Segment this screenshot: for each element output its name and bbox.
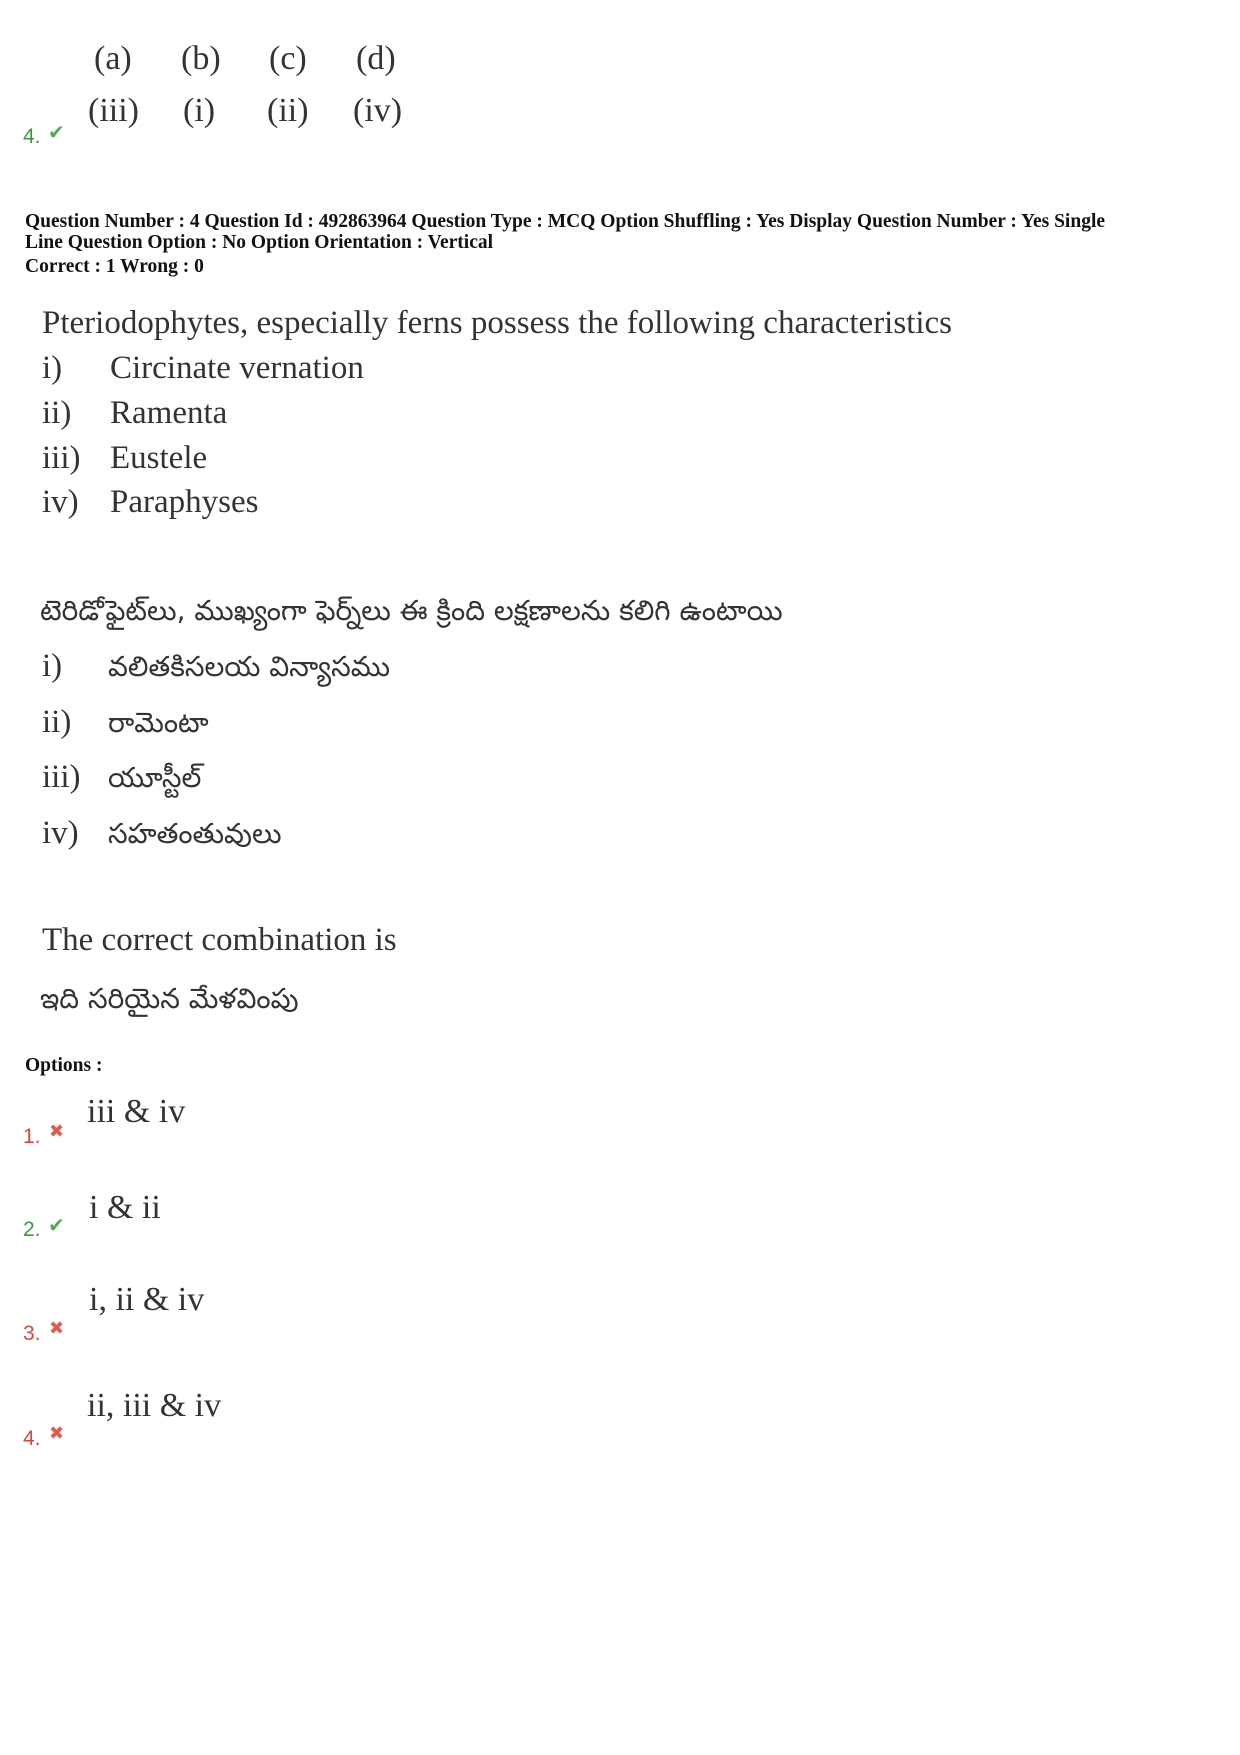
option-4-text: ii, iii & iv [87, 1387, 222, 1424]
question-meta-line2: Line Question Option : No Option Orientation : Vertical [25, 232, 494, 253]
item-en-num-4: iv) [42, 484, 79, 520]
option-2-number: 2. [23, 1218, 41, 1241]
item-te-num-4: iv) [42, 815, 79, 851]
cross-icon: ✖ [49, 1121, 65, 1142]
cross-icon: ✖ [49, 1423, 65, 1444]
option-1-text: iii & iv [87, 1093, 186, 1130]
item-te-text-1: వలితకిసలయ విన్యాసము [108, 650, 391, 683]
question-prompt-te: ఇది సరియైన మేళవింపు [40, 982, 299, 1015]
item-en-num-3: iii) [42, 440, 81, 476]
option-4-number: 4. [23, 1427, 41, 1450]
match-value-b: (i) [183, 92, 216, 129]
option-1-number: 1. [23, 1125, 41, 1148]
item-te-num-1: i) [42, 648, 63, 684]
question-meta [25, 211, 1105, 253]
question-title-en: Pteriodophytes, especially ferns possess the following characteristics [42, 305, 953, 341]
option-2-text: i & ii [89, 1189, 161, 1226]
option-3-text: i, ii & iv [89, 1281, 205, 1318]
question-meta-line1: Question Number : 4 Question Id : 492863964 Question Type : MCQ Option Shuffling : Yes Display Question Number : Yes Single [25, 211, 1106, 232]
item-en-num-2: ii) [42, 395, 72, 431]
match-value-d: (iv) [353, 92, 403, 129]
match-header-b: (b) [181, 40, 221, 77]
option-3-number: 3. [23, 1322, 41, 1345]
marks-info: Correct : 1 Wrong : 0 [25, 256, 204, 277]
item-te-text-2: రామెంటా [108, 706, 209, 739]
item-te-text-3: యూస్టీల్ [108, 761, 202, 794]
check-icon: ✔ [48, 120, 65, 144]
item-en-text-1: Circinate vernation [110, 350, 364, 386]
item-te-num-3: iii) [42, 759, 81, 795]
match-value-c: (ii) [267, 92, 309, 129]
options-label: Options : [25, 1055, 103, 1076]
prev-option-number: 4. [23, 125, 41, 148]
question-prompt-en: The correct combination is [42, 922, 397, 958]
item-en-text-2: Ramenta [110, 395, 228, 431]
item-te-text-4: సహతంతువులు [108, 817, 282, 850]
item-en-text-3: Eustele [110, 440, 208, 476]
match-value-a: (iii) [88, 92, 139, 129]
question-title-te: టెరిడోఫైట్‌లు, ముఖ్యంగా ఫెర్న్‌లు ఈ క్రింది లక్షణాలను కలిగి ఉంటాయి [40, 594, 783, 627]
cross-icon: ✖ [49, 1318, 65, 1339]
check-icon: ✔ [48, 1213, 65, 1237]
item-en-text-4: Paraphyses [110, 484, 259, 520]
match-header-c: (c) [269, 40, 307, 77]
match-header-a: (a) [94, 40, 132, 77]
item-te-num-2: ii) [42, 704, 72, 740]
match-header-d: (d) [356, 40, 396, 77]
item-en-num-1: i) [42, 350, 63, 386]
